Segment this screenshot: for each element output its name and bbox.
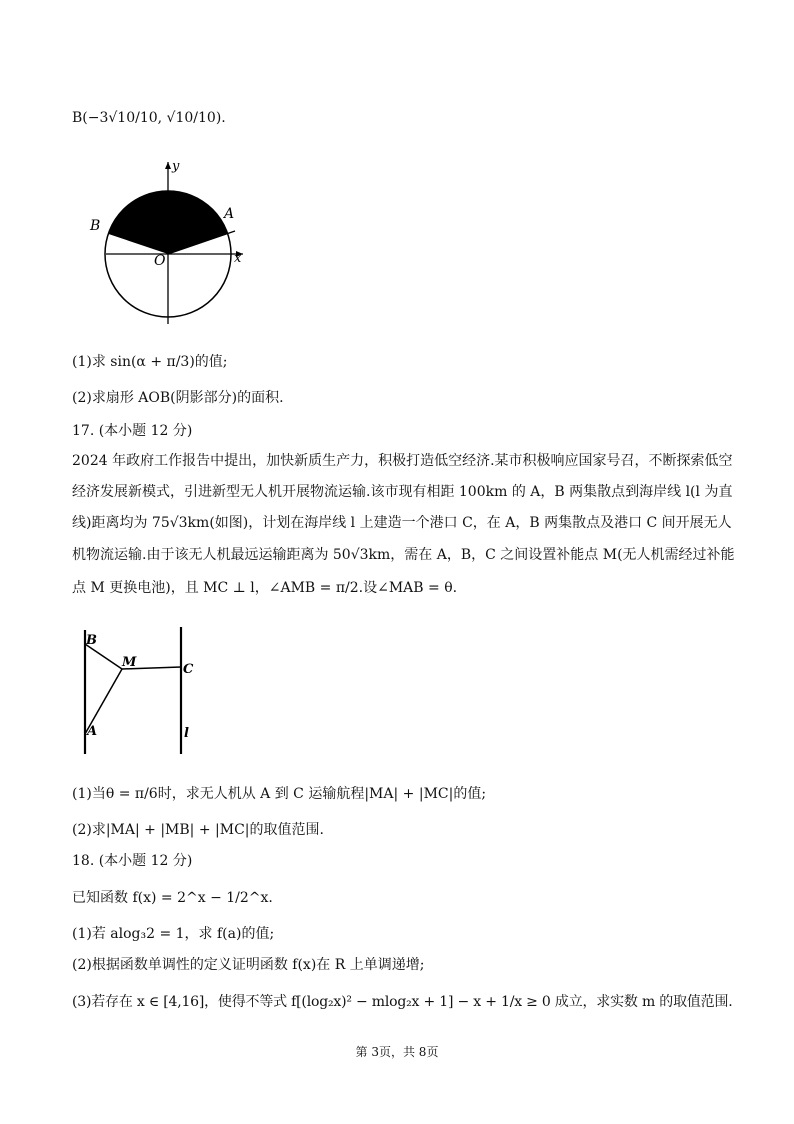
q17-paragraph-5: 点 M 更换电池)，且 MC ⊥ l，∠AMB = π/2.设∠MAB = θ. — [72, 580, 458, 596]
q17-part2: (2)求|MA| + |MB| + |MC|的取值范围. — [72, 822, 324, 838]
label-m: M — [122, 655, 137, 670]
q17-part1: (1)当θ = π/6时，求无人机从 A 到 C 运输航程|MA| + |MC|的值; — [72, 786, 487, 802]
q18-intro: 已知函数 f(x) = 2^x − 1/2^x. — [72, 890, 273, 906]
sector-figure — [88, 158, 288, 328]
shaded-sector — [108, 191, 228, 254]
q18-part3: (3)若存在 x ∈ [4,16]，使得不等式 f[(log₂x)² − mlog₂x + 1] − x + 1/x ≥ 0 成立，求实数 m 的取值范围. — [72, 994, 733, 1010]
label-c: C — [183, 662, 194, 677]
label-l: l — [184, 726, 189, 741]
label-b: B — [86, 633, 97, 648]
page-footer: 第 3页，共 8页 — [355, 1045, 439, 1059]
label-o: O — [154, 253, 166, 269]
label-b: B — [90, 218, 101, 234]
q16-part2: (2)求扇形 AOB(阴影部分)的面积. — [72, 390, 284, 406]
q16-part1: (1)求 sin(α + π/3)的值; — [72, 354, 228, 370]
q18-title: 18. (本小题 12 分) — [72, 853, 193, 869]
q17-title: 17. (本小题 12 分) — [72, 423, 193, 439]
drone-route-figure — [80, 622, 220, 762]
q17-paragraph-3: 线)距离均为 75√3km(如图)，计划在海岸线 l 上建造一个港口 C，在 A，B 两集散点及港口 C 间开展无人 — [72, 515, 732, 531]
q18-part1: (1)若 alog₃2 = 1，求 f(a)的值; — [72, 926, 275, 942]
y-arrow — [165, 162, 171, 169]
label-x: x — [234, 251, 242, 266]
point-b-coordinates: B(−3√10/10, √10/10). — [72, 110, 226, 126]
q17-paragraph-1: 2024 年政府工作报告中提出，加快新质生产力，积极打造低空经济.某市积极响应国家号召，不断探索低空 — [72, 453, 733, 469]
q17-paragraph-2: 经济发展新模式，引进新型无人机开展物流运输.该市现有相距 100km 的 A，B 两集散点到海岸线 l(l 为直 — [72, 484, 733, 500]
q17-paragraph-4: 机物流运输.由于该无人机最远运输距离为 50√3km，需在 A，B，C 之间设置补能点 M(无人机需经过补能 — [72, 547, 735, 563]
label-a: A — [224, 206, 235, 222]
q18-part2: (2)根据函数单调性的定义证明函数 f(x)在 R 上单调递增; — [72, 957, 425, 973]
label-y: y — [172, 159, 180, 174]
label-a: A — [87, 724, 98, 739]
